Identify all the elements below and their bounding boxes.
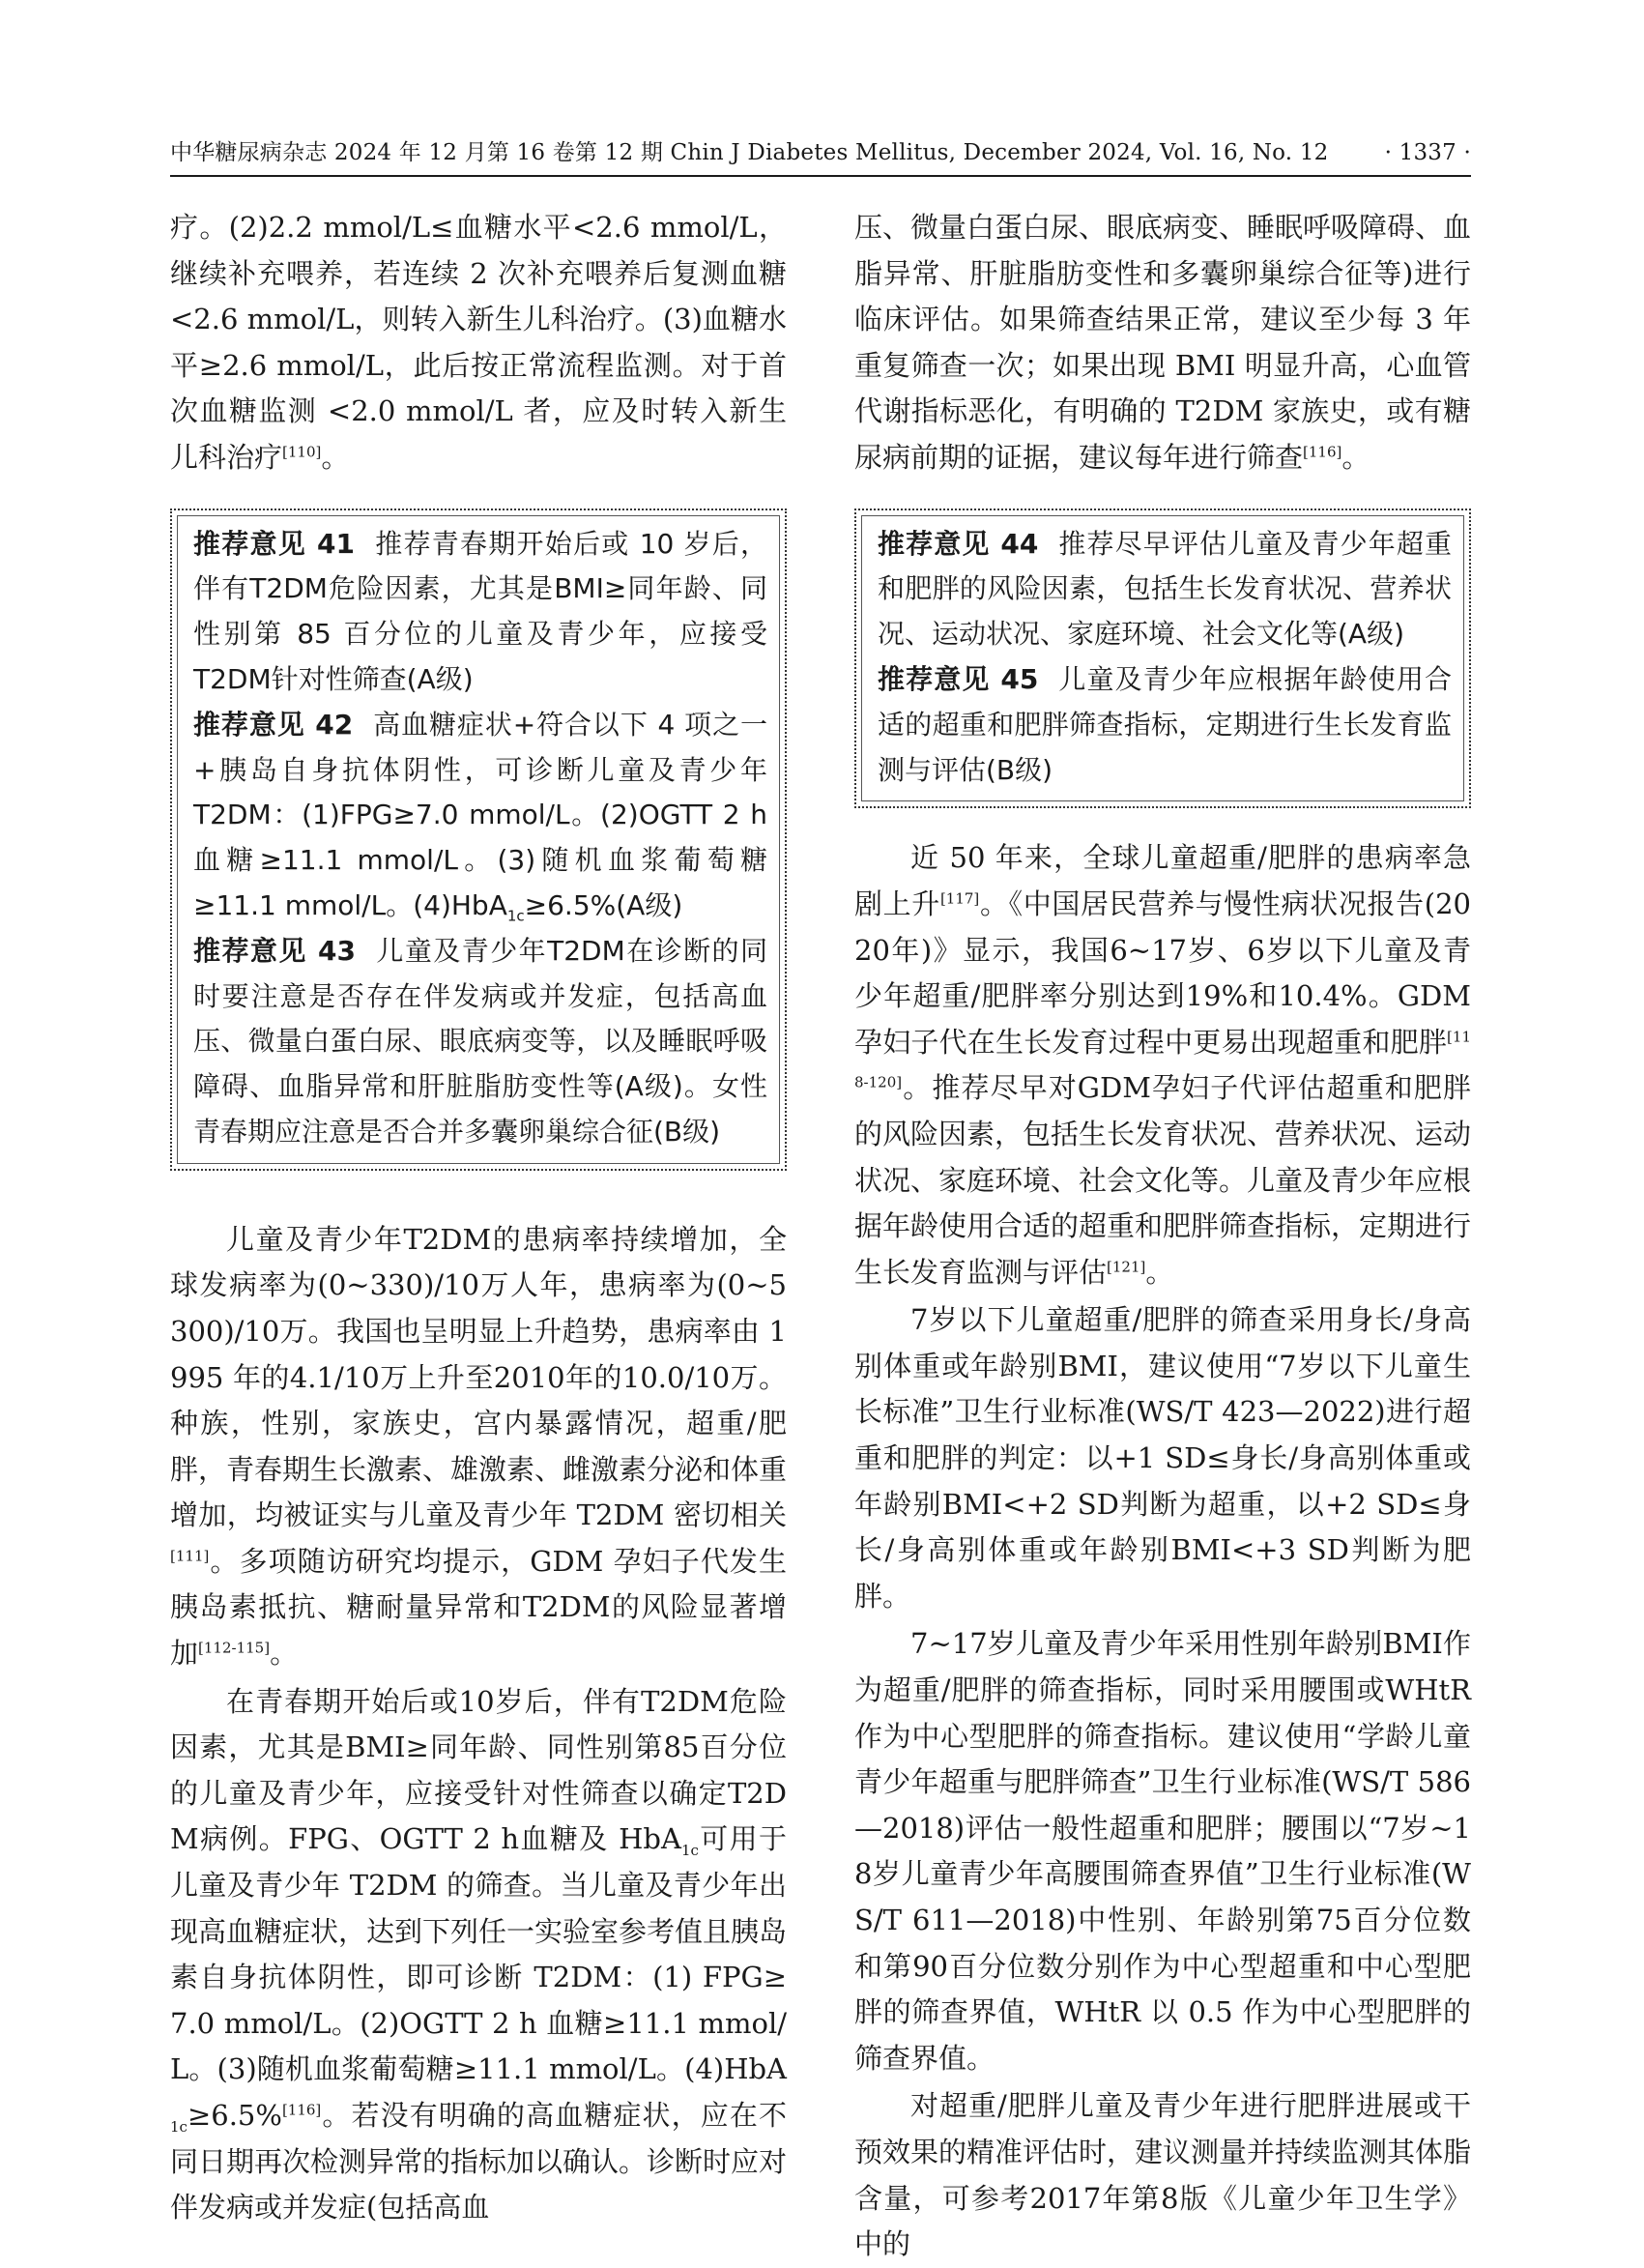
- recommendation-box: [170, 509, 787, 1171]
- citation-ref[interactable]: [112-115]: [198, 1639, 271, 1657]
- recommendation-43: 推荐意见 43 儿童及青少年T2DM在诊断的同时要注意是否存在伴发病或并发症，包括高血压、微量白蛋白尿、眼底病变等，以及睡眠呼吸障碍、血脂异常和肝脏脂肪变性等(A级)。女性青春期应注意是否合并多囊卵巢综合征(B级): [193, 934, 768, 1148]
- paragraph: 疗。(2)2.2 mmol/L≤血糖水平<2.6 mmol/L，继续补充喂养，若连续 2 次补充喂养后复测血糖<2.6 mmol/L，则转入新生儿科治疗。(3)血糖水平≥2.6 mmol/L，此后按正常流程监测。对于首次血糖监测 <2.0 mmol/L 者，应及时转入新生儿科治疗[110]。: [170, 211, 787, 474]
- paragraph: 7岁以下儿童超重/肥胖的筛查采用身长/身高别体重或年龄别BMI，建议使用“7岁以下儿童生长标准”卫生行业标准(WS/T 423—2022)进行超重和肥胖的判定：以+1 SD≤身长/身高别体重或年龄别BMI<+2 SD判断为超重，以+2 SD≤身长/身高别体重或年龄别BMI<+3 SD判断为肥胖。: [854, 1303, 1471, 1613]
- recommendation-42: 推荐意见 42 高血糖症状+符合以下 4 项之一+胰岛自身抗体阴性，可诊断儿童及青少年 T2DM：(1)FPG≥7.0 mmol/L。(2)OGTT 2 h 血糖≥11.1 mmol/L。(3)随机血浆葡萄糖≥11.1 mmol/L。(4)HbA$_{1c}$≥6.5%(A级): [193, 708, 767, 925]
- page-number: · 1337 ·: [1384, 140, 1471, 165]
- paragraph: 在青春期开始后或10岁后，伴有T2DM危险因素，尤其是BMI≥同年龄、同性别第85百分位的儿童及青少年，应接受针对性筛查以确定T2DM病例。FPG、OGTT 2 h血糖及 HbA$_{1c}$可用于儿童及青少年 T2DM 的筛查。当儿童及青少年出现高血糖症状，达到下列任一实验室参考值且胰岛素自身抗体阴性，即可诊断 T2DM：(1) FPG≥7.0 mmol/L。(2)OGTT 2 h 血糖≥11.1 mmol/L。(3)随机血浆葡萄糖≥11.1 mmol/L。(4)HbA$_{1c}$≥6.5%[116]。若没有明确的高血糖症状，应在不同日期再次检测异常的指标加以确认。诊断时应对伴发病或并发症(包括高血: [170, 1684, 788, 2224]
- header-rule: [170, 175, 1471, 177]
- paragraph: 近 50 年来，全球儿童超重/肥胖的患病率急剧上升[117]。《中国居民营养与慢性病状况报告(2020年)》显示，我国6~17岁、6岁以下儿童及青少年超重/肥胖率分别达到19%和10.4%。GDM孕妇子代在生长发育过程中更易出现超重和肥胖[118-120]。推荐尽早对GDM孕妇子代评估超重和肥胖的风险因素，包括生长发育状况、营养状况、运动状况、家庭环境、社会文化等。儿童及青少年应根据年龄使用合适的超重和肥胖筛查指标，定期进行生长发育监测与评估[121]。: [854, 841, 1472, 1289]
- citation-ref[interactable]: [117]: [939, 889, 980, 908]
- recommendation-44: 推荐意见 44 推荐尽早评估儿童及青少年超重和肥胖的风险因素，包括生长发育状况、营养状况、运动状况、家庭环境、社会文化等(A级): [878, 527, 1452, 651]
- citation-ref[interactable]: [121]: [1107, 1258, 1146, 1276]
- recommendation-label: 推荐意见 45: [878, 662, 1039, 695]
- citation-ref[interactable]: [116]: [281, 2101, 322, 2119]
- citation-ref[interactable]: [110]: [282, 443, 322, 461]
- paragraph: 儿童及青少年T2DM的患病率持续增加，全球发病率为(0~330)/10万人年，患病率为(0~5 300)/10万。我国也呈明显上升趋势，患病率由 1995 年的4.1/10万上升至2010年的10.0/10万。种族，性别，家族史，宫内暴露情况，超重/肥胖，青春期生长激素、雄激素、雌激素分泌和体重增加，均被证实与儿童及青少年 T2DM 密切相关[111]。多项随访研究均提示，GDM 孕妇子代发生胰岛素抵抗、糖耐量异常和T2DM的风险显著增加[112-115]。: [170, 1222, 788, 1671]
- paragraph: 压、微量白蛋白尿、眼底病变、睡眠呼吸障碍、血脂异常、肝脏脂肪变性和多囊卵巢综合征等)进行临床评估。如果筛查结果正常，建议至少每 3 年重复筛查一次；如果出现 BMI 明显升高，心血管代谢指标恶化，有明确的 T2DM 家族史，或有糖尿病前期的证据，建议每年进行筛查[116]。: [854, 211, 1472, 474]
- left-column: [170, 205, 787, 2231]
- paragraph: 对超重/肥胖儿童及青少年进行肥胖进展或干预效果的精准评估时，建议测量并持续监测其体脂含量，可参考2017年第8版《儿童少年卫生学》中的: [854, 2089, 1472, 2261]
- recommendation-label: 推荐意见 41: [193, 527, 355, 560]
- citation-ref[interactable]: [116]: [1303, 443, 1342, 461]
- running-header: [170, 133, 1471, 172]
- citation-ref[interactable]: [111]: [170, 1547, 210, 1565]
- recommendation-label: 推荐意见 44: [878, 527, 1039, 560]
- right-column: [854, 205, 1471, 2268]
- recommendation-41: 推荐意见 41 推荐青春期开始后或 10 岁后，伴有T2DM危险因素，尤其是BMI≥同年龄、同性别第 85 百分位的儿童及青少年，应接受T2DM针对性筛查(A级): [193, 527, 768, 695]
- recommendation-label: 推荐意见 42: [193, 708, 354, 741]
- recommendation-45: 推荐意见 45 儿童及青少年应根据年龄使用合适的超重和肥胖筛查指标，定期进行生长发育监测与评估(B级): [878, 662, 1452, 786]
- citation-ref[interactable]: [118-120]: [854, 1028, 1471, 1091]
- recommendation-box: [854, 509, 1471, 809]
- paragraph: 7~17岁儿童及青少年采用性别年龄别BMI作为超重/肥胖的筛查指标，同时采用腰围或WHtR作为中心型肥胖的筛查指标。建议使用“学龄儿童青少年超重与肥胖筛查”卫生行业标准(WS/T 586—2018)评估一般性超重和肥胖；腰围以“7岁~18岁儿童青少年高腰围筛查界值”卫生行业标准(WS/T 611—2018)中性别、年龄别第75百分位数和第90百分位数分别作为中心型超重和中心型肥胖的筛查界值，WHtR 以 0.5 作为中心型肥胖的筛查界值。: [854, 1627, 1471, 2075]
- recommendation-label: 推荐意见 43: [193, 934, 356, 967]
- journal-citation: 中华糖尿病杂志 2024 年 12 月第 16 卷第 12 期 Chin J Diabetes Mellitus, December 2024, Vol. 16, No. 12: [170, 140, 1329, 165]
